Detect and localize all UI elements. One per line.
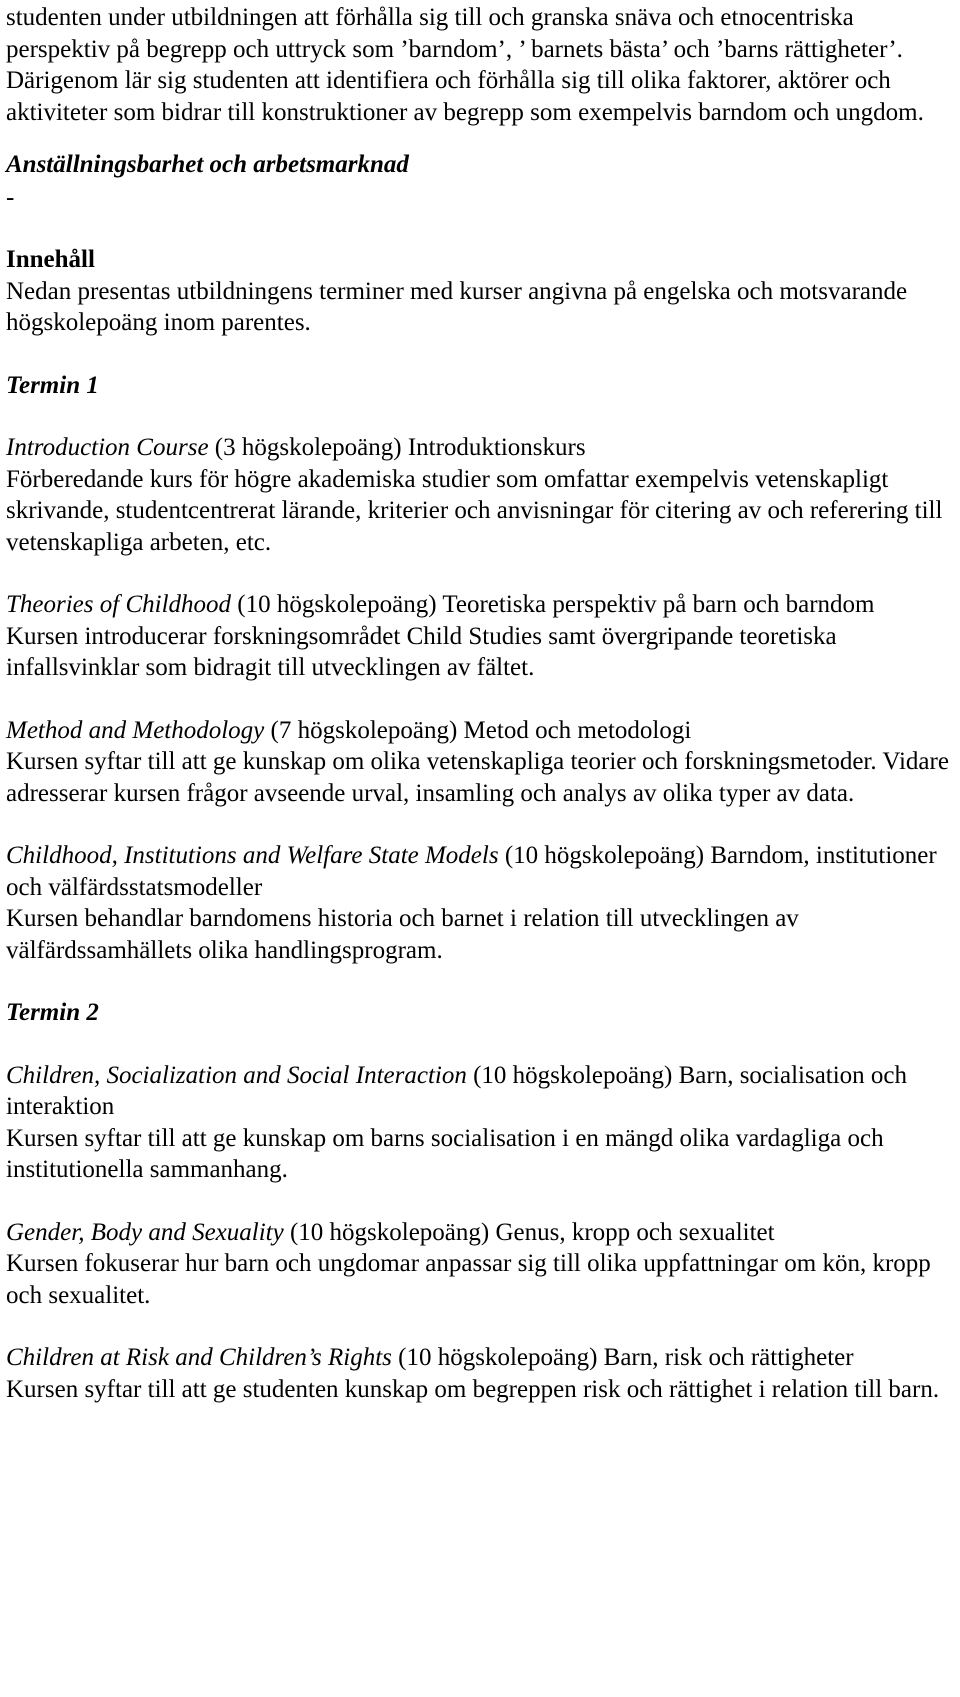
course-title: Theories of Childhood: [6, 591, 232, 618]
course-credits: (10 högskolepoäng) Barn, socialisation och interaktion: [6, 1061, 908, 1120]
course-title-line: [6, 1060, 951, 1123]
course-title-line: [6, 715, 951, 747]
document-page: [6, 2, 951, 1405]
course-description: Kursen syftar till att ge studenten kunskap om begreppen risk och rättighet i relation till barn.: [6, 1375, 940, 1403]
course-title: Children, Socialization and Social Interaction: [6, 1061, 467, 1089]
term-1-heading: Termin 1: [6, 371, 99, 399]
course-title-line: [6, 840, 951, 903]
content-heading: Innehåll: [6, 246, 95, 273]
course-introduction: [6, 432, 951, 558]
course-title-line: [6, 589, 951, 621]
course-description: Kursen syftar till att ge kunskap om barns socialisation i en mängd olika vardagliga och institutionella sammanhang.: [6, 1124, 884, 1183]
employability-dash: -: [6, 183, 15, 211]
course-description: Förberedande kurs för högre akademiska studier som omfattar exempelvis vetenskapligt skrivande, studentcentrerat lärande, kriterier och anvisningar för citering av och referering till vetenskapliga arbeten, etc.: [6, 465, 943, 556]
course-credits: (10 högskolepoäng) Barn, risk och rättigheter: [391, 1344, 854, 1371]
course-children-at-risk: [6, 1342, 951, 1405]
course-description: Kursen introducerar forskningsområdet Child Studies samt övergripande teoretiska infallsvinklar som bidragit till utvecklingen av fältet.: [6, 622, 837, 681]
course-theories-of-childhood: [6, 589, 951, 684]
course-title: Gender, Body and Sexuality: [6, 1218, 284, 1246]
content-paragraph: Nedan presentas utbildningens terminer med kurser angivna på engelska och motsvarande högskolepoäng inom parentes.: [6, 277, 908, 336]
course-credits: (3 högskolepoäng) Introduktionskurs: [208, 434, 586, 461]
course-gender-body-sexuality: [6, 1217, 951, 1312]
course-credits: (10 högskolepoäng) Teoretiska perspektiv på barn och barndom: [231, 591, 875, 618]
course-description: Kursen fokuserar hur barn och ungdomar anpassar sig till olika uppfattningar om kön, kropp och sexualitet.: [6, 1250, 931, 1309]
intro-paragraph: studenten under utbildningen att förhålla sig till och granska snäva och etnocentriska perspektiv på begrepp och uttryck som ’barndom’, ’ barnets bästa’ och ’barns rättigheter’. Därigenom lär sig studenten att identifiera och förhålla sig till olika faktorer, aktörer och aktiviteter som bidrar till konstruktioner av begrepp som exempelvis barndom och ungdom.: [6, 4, 924, 126]
course-title-line: [6, 432, 951, 464]
course-childhood-institutions: [6, 840, 951, 966]
course-title: Childhood, Institutions and Welfare State Models: [6, 842, 499, 869]
course-title: Method and Methodology: [6, 716, 265, 744]
term-2-heading: Termin 2: [6, 999, 99, 1026]
course-description: Kursen behandlar barndomens historia och barnet i relation till utvecklingen av välfärdssamhällets olika handlingsprogram.: [6, 905, 799, 964]
course-title: Children at Risk and Children’s Rights: [6, 1344, 392, 1371]
course-description: Kursen syftar till att ge kunskap om olika vetenskapliga teorier och forskningsmetoder. Vidare adresserar kursen frågor avseende urval, insamling och analys av olika typer av data.: [6, 748, 949, 807]
course-method-and-methodology: [6, 715, 951, 810]
course-children-socialization: [6, 1060, 951, 1186]
course-credits: (10 högskolepoäng) Genus, kropp och sexualitet: [283, 1218, 775, 1246]
course-title-line: [6, 1342, 951, 1374]
course-title-line: [6, 1217, 951, 1249]
course-credits: (7 högskolepoäng) Metod och metodologi: [264, 716, 692, 744]
course-credits: (10 högskolepoäng) Barndom, institutioner och välfärdsstatsmodeller: [6, 842, 937, 901]
course-title: Introduction Course: [6, 434, 209, 461]
employability-heading: Anställningsbarhet och arbetsmarknad: [6, 151, 409, 178]
